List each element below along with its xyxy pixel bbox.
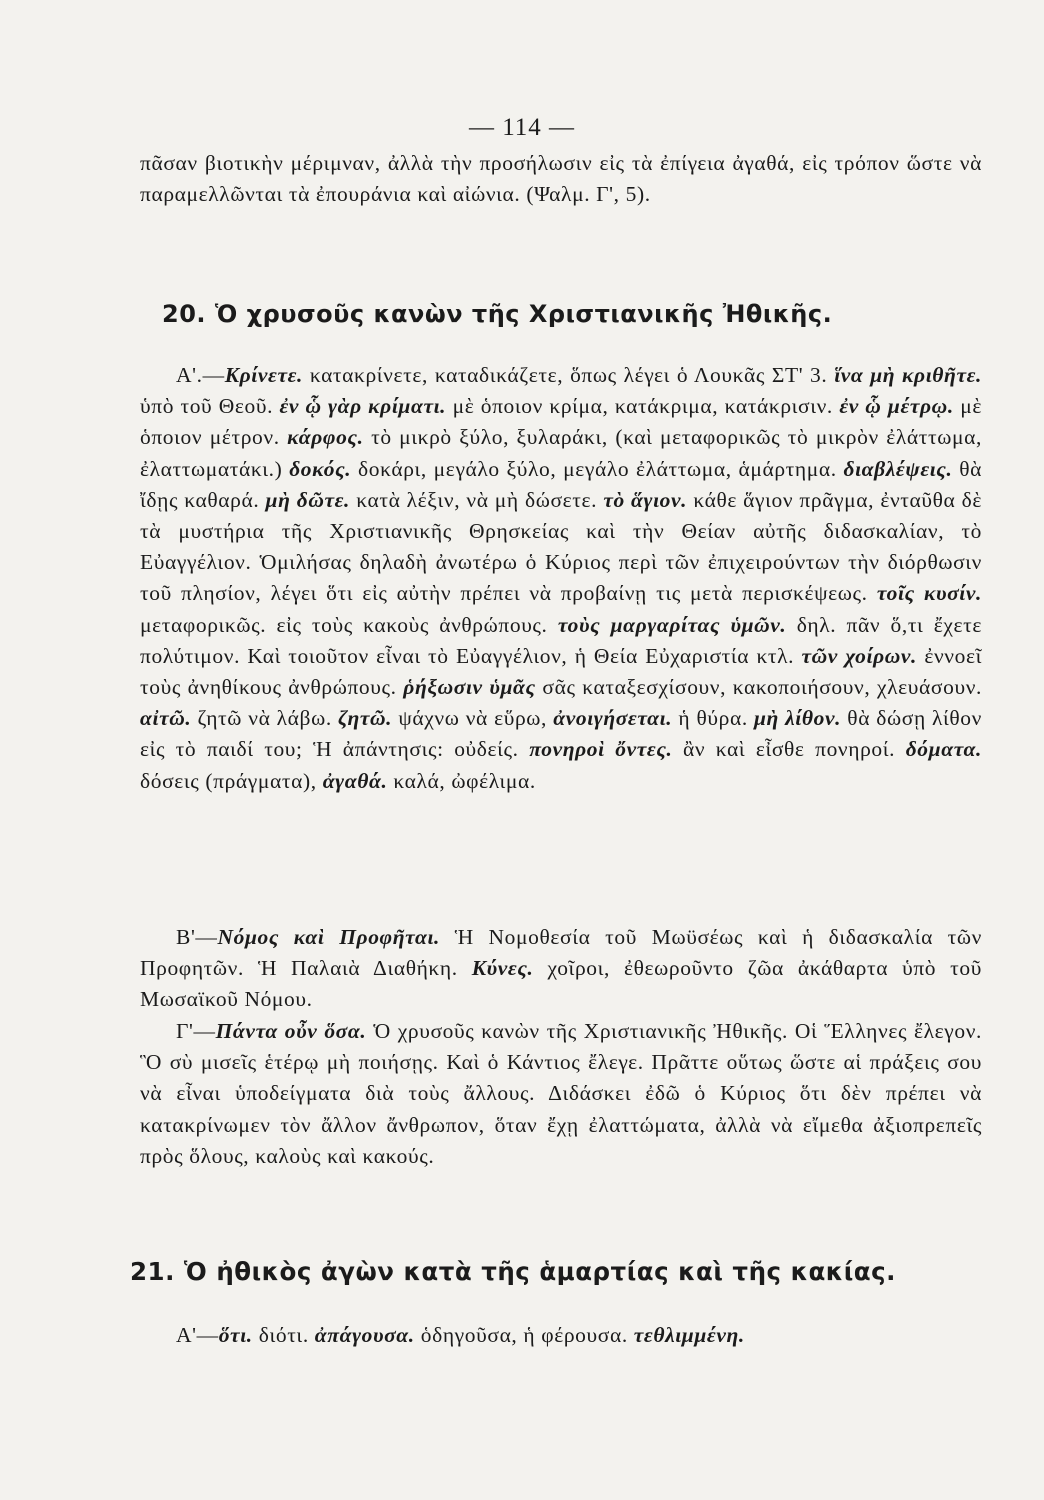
glossed-term: μὴ λίθον. [754, 706, 842, 731]
glossed-term: Κύνες. [471, 956, 534, 981]
glossed-term: τοῖς κυσίν. [876, 581, 982, 606]
glossed-term: ζητῶ. [338, 706, 393, 731]
glossed-term: Πάντα οὖν ὅσα. [215, 1019, 367, 1043]
page-number: — 114 — [468, 114, 576, 141]
section-20-para-c: Γ'—Πάντα οὖν ὅσα. Ὁ χρυσοῦς κανὼν τῆς Χριστιανικῆς Ἠθικῆς. Οἱ Ἕλληνες ἔλεγον. Ὃ σὺ μισεῖς ἑτέρῳ μὴ ποιήσῃς. Καὶ ὁ Κάντιος ἔλεγε. Πρᾶττε οὕτως ὥστε αἱ πράξεις σου νὰ εἶναι ὑποδείγματα διὰ τοὺς ἄλλους. Διδάσκει ἐδῶ ὁ Κύριος ὅτι δὲν πρέπει νὰ κατακρίνωμεν τὸν ἄλλον ἄνθρωπον, ὅταν ἔχῃ ἐλαττώματα, ἀλλὰ νὰ εἴμεθα ἀξιοπρεπεῖς πρὸς ὅλους, καλοὺς καὶ κακούς. [140, 1019, 982, 1168]
glossed-term: Νόμος καὶ Προφῆται. [217, 925, 440, 949]
glossed-term: κάρφος. [287, 425, 364, 450]
glossed-term: τὸ ἅγιον. [603, 487, 688, 512]
glossed-term: ἵνα μὴ κριθῆτε. [834, 363, 982, 387]
section-20-para-a: Α'.—Κρίνετε. κατακρίνετε, καταδικάζετε, ὅπως λέγει ὁ Λουκᾶς ΣΤ' 3. ἵνα μὴ κριθῆτε. ὑπὸ τοῦ Θεοῦ. ἐν ᾧ γὰρ κρίματι. μὲ ὁποιον κρίμα, κατάκριμα, κατάκρισιν. ἐν ᾧ μέτρῳ. μὲ ὁποιον μέτρον. κάρφος. τὸ μικρὸ ξύλο, ξυλαράκι, (καὶ μεταφορικῶς τὸ μικρὸν ἐλάττωμα, ἐλαττωματάκι.) δοκός. δοκάρι, μεγάλο ξύλο, μεγάλο ἐλάττωμα, ἁμάρτημα. διαβλέψεις. θὰ ἴδῃς καθαρά. μὴ δῶτε. κατὰ λέξιν, νὰ μὴ δώσετε. τὸ ἅγιον. κάθε ἅγιον πρᾶγμα, ἐνταῦθα δὲ τὰ μυστήρια τῆς Χριστιανικῆς Θρησκείας καὶ τὴν Θείαν αὐτῆς διδασκαλίαν, τὸ Εὐαγγέλιον. Ὁμιλήσας δηλαδὴ ἀνωτέρω ὁ Κύριος περὶ τῶν ἐπιχειρούντων τὴν διόρθωσιν τοῦ πλησίον, λέγει ὅτι εἰς αὐτὴν πρέπει νὰ προβαίνῃ τις μετὰ περισκέψεως. τοῖς κυσίν. μεταφορικῶς. εἰς τοὺς κακοὺς ἀνθρώπους. τοὺς μαργαρίτας ὑμῶν. δηλ. πᾶν ὅ,τι ἔχετε πολύτιμον. Καὶ τοιοῦτον εἶναι τὸ Εὐαγγέλιον, ἡ Θεία Εὐχαριστία κτλ. τῶν χοίρων. ἐννοεῖ τοὺς ἀνηθίκους ἀνθρώπους. ῥήξωσιν ὑμᾶς σᾶς καταξεσχίσουν, κακοποιήσουν, χλευάσουν. αἰτῶ. ζητῶ νὰ λάβω. ζητῶ. ψάχνω νὰ εὕρω, ἀνοιγήσεται. ἡ θύρα. μὴ λίθον. θὰ δώσῃ λίθον εἰς τὸ παιδί του; Ἡ ἀπάντησις: οὐδείς. πονηροὶ ὄντες. ἂν καὶ εἶσθε πονηροί. δόματα. δόσεις (πράγματα), ἀγαθά. καλά, ὠφέλιμα. [140, 363, 983, 793]
glossed-term: ἀγαθά. [322, 768, 388, 793]
glossed-term: ῥήξωσιν ὑμᾶς [403, 675, 536, 700]
glossed-term: ἐν ᾧ γὰρ κρίματι. [279, 394, 447, 419]
glossed-term: δοκός. [289, 456, 352, 481]
glossed-term: ὅτι. [218, 1323, 253, 1347]
glossed-term: αἰτῶ. [140, 706, 192, 731]
section-21-para-a: Α'—ὅτι. διότι. ἀπάγουσα. ὁδηγοῦσα, ἡ φέρουσα. τεθλιμμένη. [176, 1323, 745, 1347]
section-20-para-b: Β'—Νόμος καὶ Προφῆται. Ἡ Νομοθεσία τοῦ Μωϋσέως καὶ ἡ διδασκαλία τῶν Προφητῶν. Ἡ Παλαιὰ Διαθήκη. Κύνες. χοῖροι, ἐθεωροῦντο ζῶα ἀκάθαρτα ὑπὸ τοῦ Μωσαϊκοῦ Νόμου. [140, 925, 982, 1012]
glossed-term: τοὺς μαργαρίτας ὑμῶν. [557, 612, 787, 637]
glossed-term: μὴ δῶτε. [265, 487, 351, 512]
section-20-heading: 20. Ὁ χρυσοῦς κανὼν τῆς Χριστιανικῆς Ἠθικῆς. [162, 300, 833, 328]
glossed-term: ἐν ᾧ μέτρῳ. [839, 394, 954, 419]
section-21-heading: 21. Ὁ ἠθικὸς ἀγὼν κατὰ τῆς ἁμαρτίας καὶ τῆς κακίας. [130, 1257, 896, 1286]
glossed-term: δόματα. [905, 737, 983, 762]
intro-paragraph: πᾶσαν βιοτικὴν μέριμναν, ἀλλὰ τὴν προσήλωσιν εἰς τὰ ἐπίγεια ἀγαθά, εἰς τρόπον ὥστε νὰ παραμελλῶνται τὰ ἐπουράνια καὶ αἰώνια. (Ψαλμ. Γ', 5). [140, 151, 982, 207]
glossed-term: πονηροὶ ὄντες. [529, 737, 673, 762]
glossed-term: τῶν χοίρων. [801, 643, 918, 668]
glossed-term: ἀνοιγήσεται. [553, 706, 673, 731]
glossed-term: ἀπάγουσα. [314, 1323, 415, 1347]
glossed-term: τεθλιμμένη. [633, 1323, 745, 1347]
glossed-term: διαβλέψεις. [843, 456, 953, 481]
glossed-term: Κρίνετε. [224, 363, 303, 387]
